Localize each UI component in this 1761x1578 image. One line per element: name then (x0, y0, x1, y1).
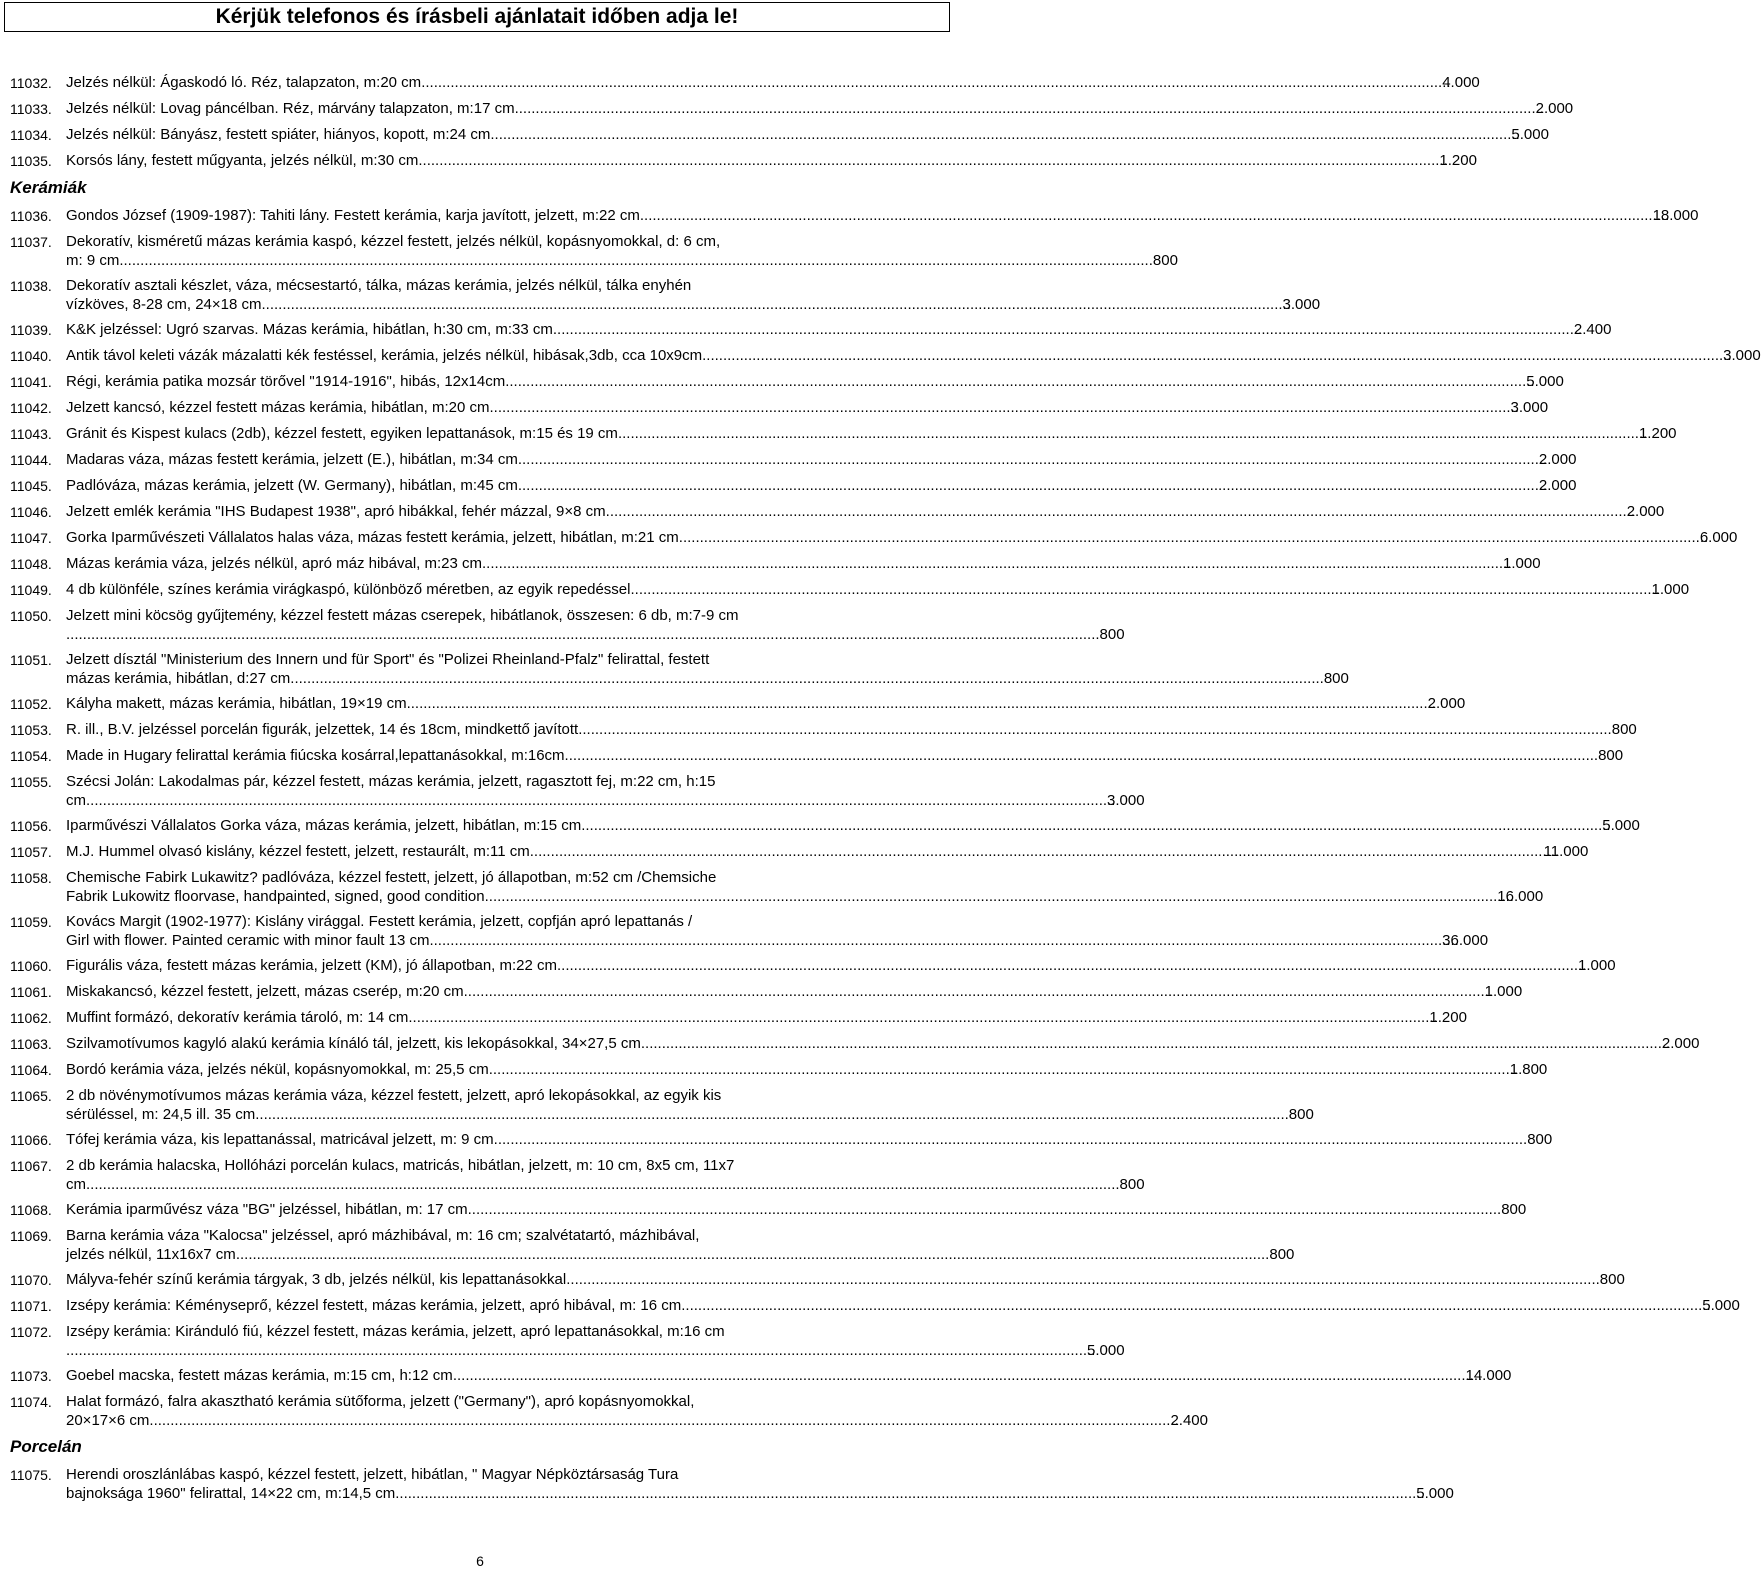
lot-description-line: Figurális váza, festett mázas kerámia, jelzett (KM), jó állapotban, m:22 cm (66, 957, 558, 974)
lot-price: 3 000 (1282, 296, 1321, 313)
lot-number: 11061. (10, 984, 52, 1000)
dot-leader (119, 251, 1153, 270)
dot-leader (395, 1484, 1416, 1503)
dot-leader (631, 580, 1652, 599)
lot-price: 2 000 (1626, 503, 1665, 520)
lot-item (10, 232, 1178, 270)
lot-description-line: Padlóváza, mázas kerámia, jelzett (W. Germany), hibátlan, m:45 cm (66, 477, 518, 494)
lot-description-line: Jelzés nélkül: Bányász, festett spiáter, hiányos, kopott, m:24 cm (66, 126, 491, 143)
lot-number: 11053. (10, 722, 52, 738)
dot-leader (557, 956, 1578, 975)
dot-leader (429, 931, 1442, 950)
lot-item (10, 956, 1616, 976)
lot-price: 1 200 (1638, 425, 1677, 442)
lot-description-line: cm (66, 792, 86, 809)
lot-item (10, 606, 1125, 644)
lot-description-line: 4 db különféle, színes kerámia virágkaspó, különböző méretben, az egyik repedéssel (66, 581, 631, 598)
dot-leader (565, 746, 1599, 765)
lot-price: 800 (1269, 1246, 1295, 1263)
lot-item (10, 276, 1321, 314)
lot-item (10, 1366, 1512, 1386)
lot-number: 11050. (10, 608, 52, 624)
lot-price: 5 000 (1702, 1297, 1740, 1314)
lot-description-line: Kerámia iparművész váza "BG" jelzéssel, hibátlan, m: 17 cm (66, 1201, 468, 1218)
dot-leader (702, 346, 1723, 365)
lot-item (10, 1156, 1145, 1194)
dot-leader (518, 450, 1539, 469)
lot-price: 14 000 (1465, 1367, 1512, 1384)
lot-description-line: Dekoratív asztali készlet, váza, mécsestartó, tálka, mázas kerámia, jelzés nélkül, tálka enyhén (66, 277, 692, 294)
lot-description-line: Jelzett mini köcsög gyűjtemény, kézzel festett mázas cserepek, hibátlanok, összesen: 6 db, m:7-9 cm (66, 607, 739, 624)
lot-description-line: Iparművészi Vállalatos Gorka váza, mázas kerámia, jelzett, hibátlan, m:15 cm (66, 817, 582, 834)
lot-price: 1 200 (1429, 1009, 1467, 1026)
dot-leader (407, 694, 1428, 713)
lot-number: 11068. (10, 1202, 52, 1218)
dot-leader (421, 73, 1442, 92)
lot-number: 11036. (10, 208, 52, 224)
lot-number: 11046. (10, 504, 52, 520)
lot-number: 11075. (10, 1467, 52, 1483)
lot-price: 800 (1598, 747, 1624, 764)
lot-price: 3 000 (1723, 347, 1761, 364)
lot-number: 11055. (10, 774, 52, 790)
lot-item (10, 151, 1477, 171)
lot-item (10, 1034, 1700, 1054)
lot-item (10, 1465, 1454, 1503)
lot-number: 11070. (10, 1272, 52, 1288)
lot-number: 11033. (10, 101, 52, 117)
lot-description-line: 2 db kerámia halacska, Hollóházi porcelán kulacs, matricás, hibátlan, jelzett, m: 10 cm, 8x5 cm, 11x7 (66, 1157, 735, 1174)
section-heading: Kerámiák (10, 178, 87, 197)
lot-number: 11040. (10, 348, 52, 364)
lot-description-line: Halat formázó, falra akasztható kerámia sütőforma, jelzett ("Germany"), apró kopásnyomokkal, (66, 1393, 695, 1410)
lot-number: 11044. (10, 452, 52, 468)
lot-number: 11038. (10, 278, 52, 294)
lot-item (10, 1060, 1548, 1080)
lot-item (10, 1226, 1295, 1264)
lot-number: 11052. (10, 696, 52, 712)
lot-price: 2 400 (1170, 1412, 1208, 1429)
dot-leader (86, 791, 1107, 810)
dot-leader (255, 1105, 1289, 1124)
lot-number: 11065. (10, 1088, 52, 1104)
dot-leader (518, 476, 1539, 495)
lot-price: 1 800 (1509, 1061, 1548, 1078)
lot-description-line: Izsépy kerámia: Kéményseprő, kézzel festett, mázas kerámia, jelzett, apró hibával, m: 16 cm (66, 1297, 682, 1314)
lot-item (10, 450, 1577, 470)
lot-price: 3 000 (1107, 792, 1145, 809)
lot-item (10, 1200, 1527, 1220)
page-banner: Kérjük telefonos és írásbeli ajánlatait időben adja le! (4, 2, 950, 32)
lot-number: 11058. (10, 870, 52, 886)
lot-description-line: 20×17×6 cm (66, 1412, 150, 1429)
lot-item (10, 1130, 1553, 1150)
dot-leader (618, 424, 1639, 443)
lot-item (10, 694, 1466, 714)
lot-item (10, 73, 1480, 93)
lot-price: 800 (1099, 626, 1125, 643)
lot-description-line: Régi, kerámia patika mozsár törővel "1914-1916", hibás, 12x14cm (66, 373, 506, 390)
lot-item (10, 772, 1145, 810)
lot-number: 11037. (10, 234, 52, 250)
lot-description-line: jelzés nélkül, 11x16x7 cm (66, 1246, 236, 1263)
lot-description-line: Herendi oroszlánlábas kaspó, kézzel festett, jelzett, hibátlan, " Magyar Népköztársaság Tura (66, 1466, 679, 1483)
lot-description-line: cm (66, 1176, 86, 1193)
lot-price: 800 (1119, 1176, 1145, 1193)
dot-leader (494, 1130, 1528, 1149)
lot-number: 11062. (10, 1010, 52, 1026)
dot-leader (262, 295, 1283, 314)
dot-leader (86, 1175, 1120, 1194)
lot-description-line: Made in Hugary felirattal kerámia fiúcska kosárral,lepattanásokkal, m:16cm (66, 747, 565, 764)
lot-price: 1 000 (1651, 581, 1690, 598)
lot-number: 11051. (10, 652, 52, 668)
lot-description-line: Kovács Margit (1902-1977): Kislány virággal. Festett kerámia, jelzett, copfján apró lepattanás / (66, 913, 693, 930)
lot-description-line: m: 9 cm (66, 252, 120, 269)
lot-item (10, 650, 1349, 688)
dot-leader (418, 151, 1439, 170)
lot-description-line: Jelzett emlék kerámia "IHS Budapest 1938", apró hibákkal, fehér mázzal, 9×8 cm (66, 503, 606, 520)
dot-leader (490, 125, 1511, 144)
lot-price: 5 000 (1526, 373, 1564, 390)
dot-leader (464, 982, 1485, 1001)
lot-price: 2 400 (1573, 321, 1612, 338)
lot-item (10, 746, 1624, 766)
dot-leader (566, 1270, 1600, 1289)
lot-price: 2 000 (1427, 695, 1466, 712)
lot-description-line: Szécsi Jolán: Lakodalmas pár, kézzel festett, mázas kerámia, jelzett, ragasztott fej, m:22 cm, h:15 (66, 773, 716, 790)
lot-number: 11074. (10, 1394, 52, 1410)
lot-description-line: Kályha makett, mázas kerámia, hibátlan, 19×19 cm (66, 695, 407, 712)
lot-item (10, 476, 1577, 496)
lot-description-line: Madaras váza, mázas festett kerámia, jelzett (E.), hibátlan, m:34 cm (66, 451, 518, 468)
lot-price: 5 000 (1602, 817, 1640, 834)
lot-description-line: Miskakancsó, kézzel festett, jelzett, mázas cserép, m:20 cm (66, 983, 464, 1000)
lot-description-line: sérüléssel, m: 24,5 ill. 35 cm (66, 1106, 256, 1123)
lot-item (10, 1322, 1125, 1360)
lot-description-line: Jelzés nélkül: Lovag páncélban. Réz, márvány talapzaton, m:17 cm (66, 100, 515, 117)
lot-price: 4 000 (1442, 74, 1480, 91)
lot-description-line: Izsépy kerámia: Kiránduló fiú, kézzel festett, mázas kerámia, jelzett, apró lepattanásokkal, m:16 cm (66, 1323, 725, 1340)
dot-leader (679, 528, 1700, 547)
lot-price: 1 200 (1439, 152, 1477, 169)
lot-item (10, 1008, 1467, 1028)
section-heading: Porcelán (10, 1437, 82, 1456)
dot-leader (515, 99, 1536, 118)
lot-description-line: Muffint formázó, dekoratív kerámia tároló, m: 14 cm (66, 1009, 409, 1026)
lot-price: 800 (1323, 670, 1349, 687)
lot-description-line: mázas kerámia, hibátlan, d:27 cm (66, 670, 291, 687)
lot-item (10, 372, 1564, 392)
lot-description-line: Antik távol keleti vázák mázalatti kék festéssel, kerámia, jelzés nélkül, hibásak,3db, cca 10x9cm (66, 347, 703, 364)
lot-description-line: Dekoratív, kisméretű mázas kerámia kaspó, kézzel festett, jelzés nélkül, kopásnyomokkal, d: 6 cm, (66, 233, 721, 250)
dot-leader (578, 720, 1612, 739)
lot-item (10, 320, 1612, 340)
lot-description-line: Goebel macska, festett mázas kerámia, m:15 cm, h:12 cm (66, 1367, 453, 1384)
dot-leader (553, 320, 1574, 339)
lot-number: 11043. (10, 426, 52, 442)
lot-number: 11034. (10, 127, 52, 143)
lot-item (10, 982, 1523, 1002)
lot-price: 36 000 (1442, 932, 1489, 949)
lot-description-line: Mázas kerámia váza, jelzés nélkül, apró máz hibával, m:23 cm (66, 555, 483, 572)
lot-description-line: Jelzett kancsó, kézzel festett mázas kerámia, hibátlan, m:20 cm (66, 399, 490, 416)
lot-price: 800 (1501, 1201, 1527, 1218)
dot-leader (66, 1341, 1087, 1360)
lot-item (10, 1392, 1208, 1430)
dot-leader (490, 398, 1511, 417)
lot-price: 3 000 (1510, 399, 1549, 416)
lot-description-line: bajnoksága 1960" felirattal, 14×22 cm, m:14,5 cm (66, 1485, 396, 1502)
lot-item (10, 125, 1549, 145)
lot-number: 11049. (10, 582, 52, 598)
lot-price: 18 000 (1652, 207, 1699, 224)
lot-description-line: Szilvamotívumos kagyló alakú kerámia kínáló tál, jelzett, kis lekopásokkal, 34×27,5 cm (66, 1035, 641, 1052)
lot-description-line: Gorka Iparművészeti Vállalatos halas váza, mázas festett kerámia, jelzett, hibátlan, m:21 cm (66, 529, 679, 546)
lot-item (10, 99, 1574, 119)
dot-leader (530, 842, 1544, 861)
lot-description-line: vízköves, 8-28 cm, 24×18 cm (66, 296, 262, 313)
lot-price: 2 000 (1535, 100, 1574, 117)
lot-price: 1 000 (1578, 957, 1616, 974)
lot-price: 800 (1611, 721, 1637, 738)
lot-description-line: Jelzett dísztál "Ministerium des Innern und für Sport" és "Polizei Rheinland-Pfalz" felirattal, festett (66, 651, 710, 668)
lot-item (10, 206, 1699, 226)
lot-price: 1 000 (1503, 555, 1541, 572)
lot-number: 11042. (10, 400, 52, 416)
lot-number: 11071. (10, 1298, 52, 1314)
lot-item (10, 912, 1489, 950)
dot-leader (468, 1200, 1502, 1219)
lot-price: 5 000 (1511, 126, 1549, 143)
dot-leader (482, 554, 1503, 573)
lot-price: 16 000 (1497, 888, 1544, 905)
lot-description-line: Girl with flower. Painted ceramic with minor fault 13 cm (66, 932, 430, 949)
lot-item (10, 398, 1549, 418)
lot-item (10, 528, 1738, 548)
lot-item (10, 720, 1637, 740)
lot-description-line: Chemische Fabirk Lukawitz? padlóváza, kézzel festett, jelzett, jó állapotban, m:52 cm /Chemsiche (66, 869, 717, 886)
page-number: 6 (476, 1553, 484, 1569)
lot-description-line: Mályva-fehér színű kerámia tárgyak, 3 db, jelzés nélkül, kis lepattanásokkal (66, 1271, 567, 1288)
lot-price: 800 (1527, 1131, 1553, 1148)
lot-description-line: Fabrik Lukowitz floorvase, handpainted, signed, good condition (66, 888, 485, 905)
lot-number: 11067. (10, 1158, 52, 1174)
lot-description-line: M.J. Hummel olvasó kislány, kézzel festett, jelzett, restaurált, m:11 cm (66, 843, 530, 860)
lot-number: 11054. (10, 748, 52, 764)
lot-description-line: 2 db növénymotívumos mázas kerámia váza, kézzel festett, jelzett, apró lekopásokkal, az egyik kis (66, 1087, 722, 1104)
dot-leader (641, 1034, 1662, 1053)
lot-number: 11060. (10, 958, 52, 974)
lot-price: 800 (1288, 1106, 1314, 1123)
lot-number: 11039. (10, 322, 52, 338)
lot-number: 11063. (10, 1036, 52, 1052)
lot-number: 11041. (10, 374, 52, 390)
dot-leader (489, 1060, 1510, 1079)
dot-leader (149, 1411, 1170, 1430)
lot-price: 800 (1152, 252, 1178, 269)
lot-description-line: Barna kerámia váza "Kalocsa" jelzéssel, apró mázhibával, m: 16 cm; szalvétatartó, mázhibával, (66, 1227, 700, 1244)
lot-price: 2 000 (1538, 477, 1577, 494)
dot-leader (505, 372, 1526, 391)
lot-item (10, 842, 1589, 862)
dot-leader (681, 1296, 1702, 1315)
lot-item (10, 1270, 1625, 1290)
lot-price: 11 000 (1543, 843, 1589, 860)
lot-description-line: R. ill., B.V. jelzéssel porcelán figurák, jelzettek, 14 és 18cm, mindkettő javított (66, 721, 579, 738)
lot-description-line: Gondos József (1909-1987): Tahiti lány. Festett kerámia, karja javított, jelzett, m:22 cm (66, 207, 640, 224)
lot-item (10, 816, 1640, 836)
lot-number: 11045. (10, 478, 52, 494)
dot-leader (408, 1008, 1429, 1027)
lot-price: 2 000 (1661, 1035, 1700, 1052)
lot-number: 11066. (10, 1132, 52, 1148)
lot-price: 800 (1599, 1271, 1625, 1288)
lot-price: 5 000 (1416, 1485, 1454, 1502)
lot-price: 2 000 (1538, 451, 1577, 468)
catalog-list (10, 73, 1761, 1509)
dot-leader (640, 206, 1653, 225)
dot-leader (66, 625, 1100, 644)
lot-price: 5 000 (1087, 1342, 1125, 1359)
lot-number: 11056. (10, 818, 52, 834)
lot-item (10, 424, 1677, 444)
lot-number: 11072. (10, 1324, 52, 1340)
lot-description-line: Gránit és Kispest kulacs (2db), kézzel festett, egyiken lepattanások, m:15 és 19 cm (66, 425, 618, 442)
lot-description-line: Korsós lány, festett műgyanta, jelzés nélkül, m:30 cm (66, 152, 419, 169)
lot-description-line: Bordó kerámia váza, jelzés nékül, kopásnyomokkal, m: 25,5 cm (66, 1061, 489, 1078)
dot-leader (453, 1366, 1466, 1385)
lot-item (10, 554, 1541, 574)
lot-number: 11073. (10, 1368, 52, 1384)
lot-number: 11047. (10, 530, 52, 546)
lot-price: 1 000 (1484, 983, 1523, 1000)
dot-leader (290, 669, 1324, 688)
lot-description-line: Jelzés nélkül: Ágaskodó ló. Réz, talapzaton, m:20 cm (66, 74, 422, 91)
lot-price: 6 000 (1699, 529, 1738, 546)
dot-leader (236, 1245, 1270, 1264)
lot-item (10, 1086, 1314, 1124)
lot-item (10, 502, 1665, 522)
lot-number: 11064. (10, 1062, 52, 1078)
lot-item (10, 580, 1690, 600)
dot-leader (485, 887, 1498, 906)
lot-number: 11048. (10, 556, 52, 572)
lot-number: 11032. (10, 75, 52, 91)
lot-number: 11035. (10, 153, 52, 169)
lot-number: 11069. (10, 1228, 52, 1244)
lot-number: 11059. (10, 914, 52, 930)
dot-leader (606, 502, 1627, 521)
lot-item (10, 868, 1544, 906)
lot-description-line: K&K jelzéssel: Ugró szarvas. Mázas kerámia, hibátlan, h:30 cm, m:33 cm (66, 321, 553, 338)
lot-number: 11057. (10, 844, 52, 860)
lot-description-line: Tófej kerámia váza, kis lepattanással, matricával jelzett, m: 9 cm (66, 1131, 494, 1148)
dot-leader (581, 816, 1602, 835)
lot-item (10, 1296, 1740, 1316)
lot-item (10, 346, 1761, 366)
